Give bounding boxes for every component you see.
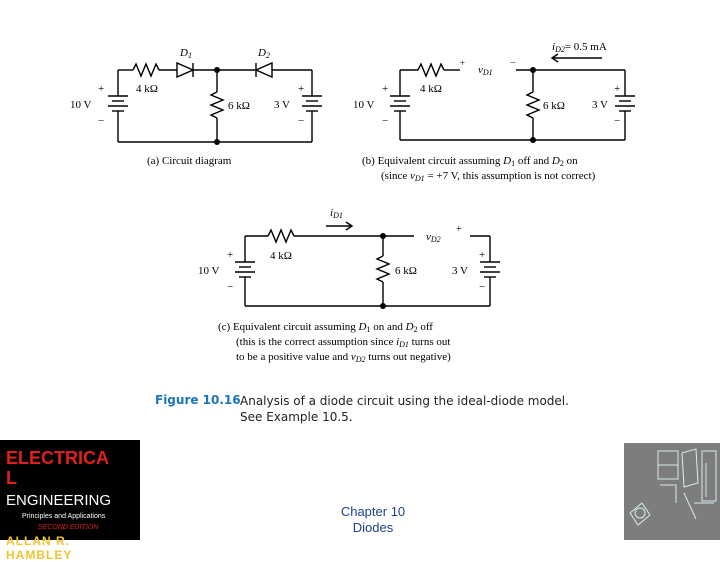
v10-minus-a: − — [98, 115, 105, 127]
current-label-b: iD2= 0.5 mA — [552, 41, 607, 54]
d1-label-a: D1 — [180, 47, 192, 60]
v3-plus-b: + — [614, 83, 621, 95]
node-a-bottom — [215, 140, 220, 145]
diode-d1-a — [177, 63, 193, 77]
r6k-label-b: 6 kΩ — [543, 100, 565, 112]
v10-minus-c: − — [227, 281, 234, 293]
resistor-4k-a — [133, 64, 159, 76]
vd2-plus-c: + — [456, 224, 462, 235]
vd1-minus-b: − — [510, 58, 516, 69]
vd2-label-c: vD2 — [426, 231, 441, 244]
resistor-4k-b — [418, 64, 444, 76]
r4k-label-c: 4 kΩ — [270, 250, 292, 262]
v10-label-c: 10 V — [198, 265, 220, 277]
v3-label-a: 3 V — [274, 99, 290, 111]
v3-minus-c: − — [479, 281, 486, 293]
figure-caption-line1: Analysis of a diode circuit using the ideal-diode model. — [240, 394, 569, 408]
caption-b-line1: (b) Equivalent circuit assuming D1 off and D2 on — [362, 155, 578, 168]
resistor-4k-c — [268, 230, 294, 242]
caption-c-line2: (this is the correct assumption since iD1 turns out — [236, 336, 451, 349]
diode-d2-a — [256, 63, 272, 77]
book-title — [6, 448, 109, 488]
resistor-6k-a — [211, 92, 223, 118]
v3-plus-a: + — [298, 83, 305, 95]
current-label-c: iD1 — [330, 207, 343, 220]
v3-minus-a: − — [298, 115, 305, 127]
book-edition: SECOND EDITION — [38, 524, 99, 531]
caption-c-line3: to be a positive value and vD2 turns out negative) — [236, 351, 451, 364]
v10-plus-b: + — [382, 83, 389, 95]
chapter-title: Diodes — [352, 520, 394, 535]
book-title-line1: ELECTRICA — [6, 448, 109, 468]
book-cover-panel — [0, 440, 140, 562]
figure-caption-line2: See Example 10.5. — [240, 410, 353, 424]
caption-b-line2: (since vD1 = +7 V, this assumption is not correct) — [381, 170, 596, 183]
r4k-label-b: 4 kΩ — [420, 83, 442, 95]
book-title-engineering: ENGINEERING — [6, 492, 112, 509]
vd1-label-b: vD1 — [478, 64, 493, 77]
r6k-label-c: 6 kΩ — [395, 265, 417, 277]
d2-label-a: D2 — [258, 47, 270, 60]
node-c-top — [381, 234, 386, 239]
v3-minus-b: − — [614, 115, 621, 127]
v10-label-b: 10 V — [353, 99, 375, 111]
corner-decorative-image — [624, 443, 720, 540]
r6k-label-a: 6 kΩ — [228, 100, 250, 112]
vd1-plus-b: + — [460, 58, 466, 68]
node-a-top — [215, 68, 220, 73]
book-title-line2: L — [6, 468, 17, 488]
corner-sketch-icon — [624, 443, 720, 540]
chapter-label — [300, 504, 446, 536]
v3-label-c: 3 V — [452, 265, 468, 277]
v10-plus-a: + — [98, 83, 105, 95]
book-author: ALLAN R. HAMBLEY — [6, 534, 73, 562]
book-subtitle: Principles and Applications — [22, 513, 106, 520]
chapter-number: Chapter 10 — [340, 504, 406, 519]
resistor-6k-b — [527, 92, 539, 118]
figure-caption-label: Figure 10.16 — [155, 393, 241, 407]
v10-plus-c: + — [227, 249, 234, 261]
figure-caption-text — [240, 393, 580, 425]
caption-a: (a) Circuit diagram — [147, 155, 232, 167]
node-b-bottom — [531, 138, 536, 143]
v3-plus-c: + — [479, 249, 486, 261]
r4k-label-a: 4 kΩ — [136, 83, 158, 95]
v3-label-b: 3 V — [592, 99, 608, 111]
v10-label-a: 10 V — [70, 99, 92, 111]
node-b-top — [531, 68, 536, 73]
resistor-6k-c — [377, 256, 389, 282]
v10-minus-b: − — [382, 115, 389, 127]
node-c-bottom — [381, 304, 386, 309]
caption-c-line1: (c) Equivalent circuit assuming D1 on and D2 off — [218, 321, 433, 334]
